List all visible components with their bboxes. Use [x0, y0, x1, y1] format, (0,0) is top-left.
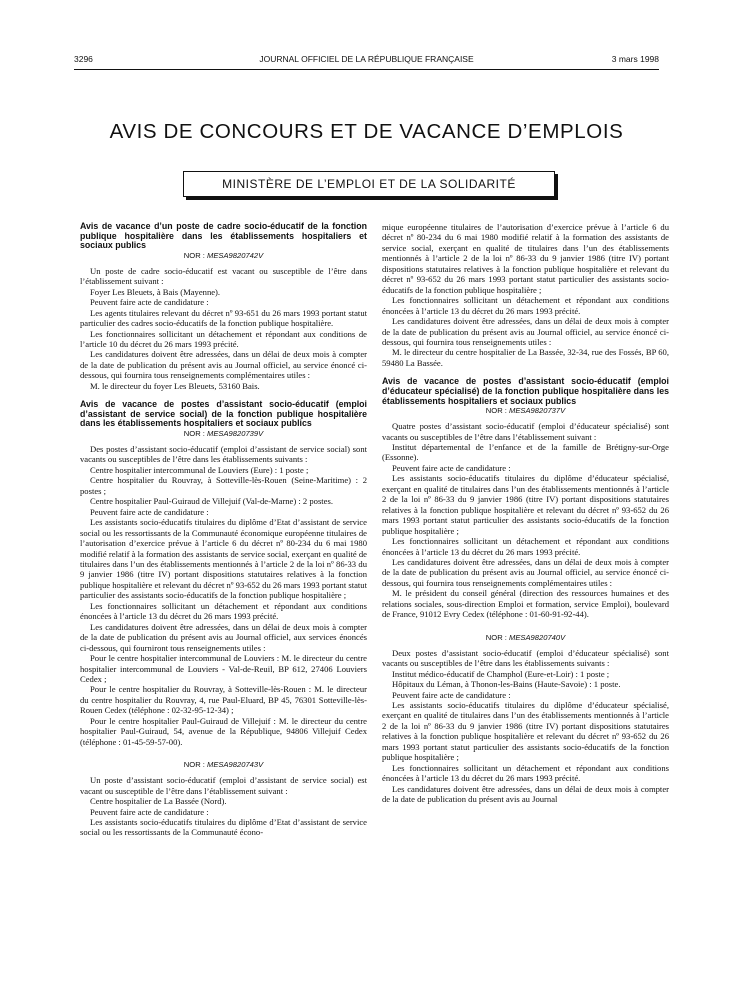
notice-heading: Avis de vacance d’un poste de cadre socio-éducatif de la fonction publique hospitalière dans les établissements hospitaliers et sociaux publics [80, 221, 367, 251]
paragraph: Centre hospitalier intercommunal de Louviers (Eure) : 1 poste ; [90, 464, 309, 475]
paragraph: Les assistants socio-éducatifs titulaires du diplôme d’Etat d’assistant de service social ou les ressortissants de la Communauté économique européenne titulaires de l’autorisation d’exercice prévue à l’article 6 du décret nº 80-234 du 6 mai 1980 modifié relatif à la formation des assistants de service social, exerçant en qualité de titulaires dans l’un des établissements mentionnés à l’article 2 de la loi nº 86-33 du 9 janvier 1986 (titre IV) portant dispositions statutaires relatives à la fonction publique hospitalière et relevant du décret nº 93-652 du 26 mars 1993 portant statut particulier des assistants socio-éducatifs de la fonction publique hospitalière ; [80, 517, 367, 601]
paragraph: Les assistants socio-éducatifs titulaires du diplôme d’éducateur spécialisé, exerçant en qualité de titulaires dans l’un des établissements mentionnés à l’article 2 de la loi nº 86-33 du 9 janvier 1986 (titre IV) portant dispositions statutaires relatives à la fonction publique hospitalière et relevant du décret nº 93-652 du 26 mars 1993 portant statut particulier des assistants socio-éducatifs de la fonction publique hospitalière ; [382, 473, 669, 536]
paragraph: Institut départemental de l’enfance et de la famille de Brétigny-sur-Orge (Essonne). [382, 442, 669, 463]
paragraph: Les fonctionnaires sollicitant un détachement et répondant aux conditions énoncées à l’article 13 du décret du 26 mars 1993 précité. [382, 762, 669, 784]
left-column [80, 222, 367, 838]
right-column [382, 222, 669, 805]
paragraph: Peuvent faire acte de candidature : [90, 806, 209, 817]
paragraph: Centre hospitalier Paul-Guiraud de Villejuif (Val-de-Marne) : 2 postes. [90, 496, 333, 507]
page-header [74, 54, 659, 70]
nor-reference: NOR : MESA9820743V [183, 760, 264, 770]
paragraph: Les agents titulaires relevant du décret nº 93-651 du 26 mars 1993 portant statut particulier des cadres socio-éducatifs de la fonction publique hospitalière. [80, 307, 367, 329]
paragraph: Hôpitaux du Léman, à Thonon-les-Bains (Haute-Savoie) : 1 poste. [392, 679, 621, 690]
paragraph: Quatre postes d’assistant socio-éducatif (emploi d’éducateur spécialisé) sont vacants ou susceptibles de l’être dans l’établissement suivant : [382, 421, 669, 442]
paragraph: Un poste de cadre socio-éducatif est vacant ou susceptible de l’être dans l’établissement suivant : [80, 265, 367, 287]
nor-reference: NOR : MESA9820739V [183, 429, 264, 438]
paragraph: Peuvent faire acte de candidature : [90, 297, 209, 308]
paragraph: Les candidatures doivent être adressées, dans un délai de deux mois à compter de la date de publication du présent avis au Journal [382, 783, 669, 805]
paragraph: Institut médico-éducatif de Champhol (Eure-et-Loir) : 1 poste ; [392, 668, 610, 679]
paragraph: Les candidatures doivent être adressées, dans un délai de deux mois à compter de la date de publication du présent avis au Journal officiel, au service énoncé ci-dessous, qui fournira tous renseignements complémentaires utiles : [80, 349, 367, 381]
paragraph: Peuvent faire acte de candidature : [90, 506, 209, 517]
paragraph: Les candidatures doivent être adressées, dans un délai de deux mois à compter de la date de publication du présent avis au Journal officiel, au service énoncé ci-dessous, qui fournira tous renseignements utiles : [382, 316, 669, 347]
notice-heading: Avis de vacance de postes d’assistant socio-éducatif (emploi d’assistant de service social) de la fonction publique hospitalière dans les établissements hospitaliers et sociaux publics [80, 399, 367, 429]
paragraph: Les candidatures doivent être adressées, dans un délai de deux mois à compter de la date de publication du présent avis au Journal officiel, aux services énoncés ci-dessous, qui fourniront tous renseignements utiles : [80, 621, 367, 653]
issue-date: 3 mars 1998 [611, 54, 659, 64]
paragraph: Peuvent faire acte de candidature : [392, 462, 511, 473]
ministry-box: MINISTÈRE DE L’EMPLOI ET DE LA SOLIDARITÉ [183, 171, 555, 197]
paragraph: Les assistants socio-éducatifs titulaires du diplôme d’Etat d’assistant de service social ou les ressortissants de la Communauté écono- [80, 816, 367, 838]
paragraph: Des postes d’assistant socio-éducatif (emploi d’assistant de service social) sont vacants ou susceptibles de l’être dans les établissements suivants : [80, 444, 367, 465]
notice-heading: Avis de vacance de postes d’assistant socio-éducatif (emploi d’éducateur spécialisé) de la fonction publique hospitalière dans les établissements hospitaliers et sociaux publics [382, 376, 669, 406]
paragraph: mique européenne titulaires de l’autorisation d’exercice prévue à l’article 6 du décret nº 80-234 du 6 mai 1980 modifié relatif à la formation des assistants de service social, exerçant en qualité de titulaires dans l’un des établissements mentionnés à l’article 2 de la loi nº 86-33 du 9 janvier 1986 (titre IV) portant dispositions statutaires relatives à la fonction publique hospitalière et relevant du décret nº 93-652 du 26 mars 1993 portant statut particulier des assistants socio-éducatifs de la fonction publique hospitalière ; [382, 222, 669, 295]
paragraph: Pour le centre hospitalier Paul-Guiraud de Villejuif : M. le directeur du centre hospitalier Paul-Guiraud, 54, avenue de la République, 94806 Villejuif Cedex (téléphone : 01-45-59-57-00). [80, 715, 367, 747]
paragraph: M. le président du conseil général (direction des ressources humaines et des relations sociales, sous-direction Emploi et formation, service Emploi), boulevard de France, 91012 Evry Cedex (téléphone : 01-60-91-92-44). [382, 588, 669, 620]
paragraph: Les candidatures doivent être adressées, dans un délai de deux mois à compter de la date de publication du présent avis au Journal officiel, au service énoncé ci-dessous, qui fournira tous renseignements complémentaires utiles : [382, 557, 669, 588]
paragraph: Les fonctionnaires sollicitant un détachement et répondant aux conditions de l’article 10 du décret du 26 mars 1993 précité. [80, 328, 367, 349]
paragraph: Foyer Les Bleuets, à Bais (Mayenne). [90, 286, 221, 297]
paragraph: Les fonctionnaires sollicitant un détachement et répondant aux conditions énoncées à l’article 13 du décret du 26 mars 1993 précité. [80, 600, 367, 622]
page-number: 3296 [74, 54, 93, 64]
paragraph: Peuvent faire acte de candidature : [392, 689, 511, 700]
paragraph: Pour le centre hospitalier du Rouvray, à Sotteville-lès-Rouen : M. le directeur du centre hospitalier du Rouvray, 4, rue Paul-Eluard, BP 45, 76301 Sotteville-lès-Rouen Cedex (téléphone : 02-32-95-12-34) ; [80, 684, 367, 716]
paragraph: Les fonctionnaires sollicitant un détachement et répondant aux conditions énoncées à l’article 13 du décret du 26 mars 1993 précité. [382, 295, 669, 316]
journal-title: JOURNAL OFFICIEL DE LA RÉPUBLIQUE FRANÇAISE [259, 54, 474, 64]
nor-reference: NOR : MESA9820740V [485, 632, 566, 642]
paragraph: Les fonctionnaires sollicitant un détachement et répondant aux conditions énoncées à l’article 13 du décret du 26 mars 1993 précité. [382, 536, 669, 557]
paragraph: M. le directeur du centre hospitalier de La Bassée, 32-34, rue des Fossés, BP 60, 59480 La Bassée. [382, 347, 669, 368]
paragraph: Centre hospitalier du Rouvray, à Sotteville-lès-Rouen (Seine-Maritime) : 2 postes ; [80, 475, 367, 496]
paragraph: Les assistants socio-éducatifs titulaires du diplôme d’éducateur spécialisé, exerçant en qualité de titulaires dans l’un des établissements mentionnés à l’article 2 de la loi nº 86-33 du 9 janvier 1986 (titre IV) portant dispositions statutaires relatives à la fonction publique hospitalière et relevant du décret nº 93-652 du 26 mars 1993 portant statut particulier des assistants socio-éducatifs de la fonction publique hospitalière ; [382, 700, 669, 763]
nor-reference: NOR : MESA9820742V [183, 250, 264, 260]
paragraph: Pour le centre hospitalier intercommunal de Louviers : M. le directeur du centre hospitalier intercommunal de Louviers - Val-de-Reuil, BP 612, 27406 Louviers Cedex ; [80, 653, 367, 684]
page-title: AVIS DE CONCOURS ET DE VACANCE D’EMPLOIS [109, 120, 624, 143]
paragraph: Centre hospitalier de La Bassée (Nord). [90, 796, 227, 807]
nor-reference: NOR : MESA9820737V [485, 406, 566, 416]
paragraph: Deux postes d’assistant socio-éducatif (emploi d’éducateur spécialisé) sont vacants ou susceptibles de l’être dans les établissements suivants : [382, 647, 669, 669]
paragraph: Un poste d’assistant socio-éducatif (emploi d’assistant de service social) est vacant ou susceptible de l’être dans l’établissement suivant : [80, 775, 367, 796]
paragraph: M. le directeur du foyer Les Bleuets, 53160 Bais. [90, 380, 260, 391]
